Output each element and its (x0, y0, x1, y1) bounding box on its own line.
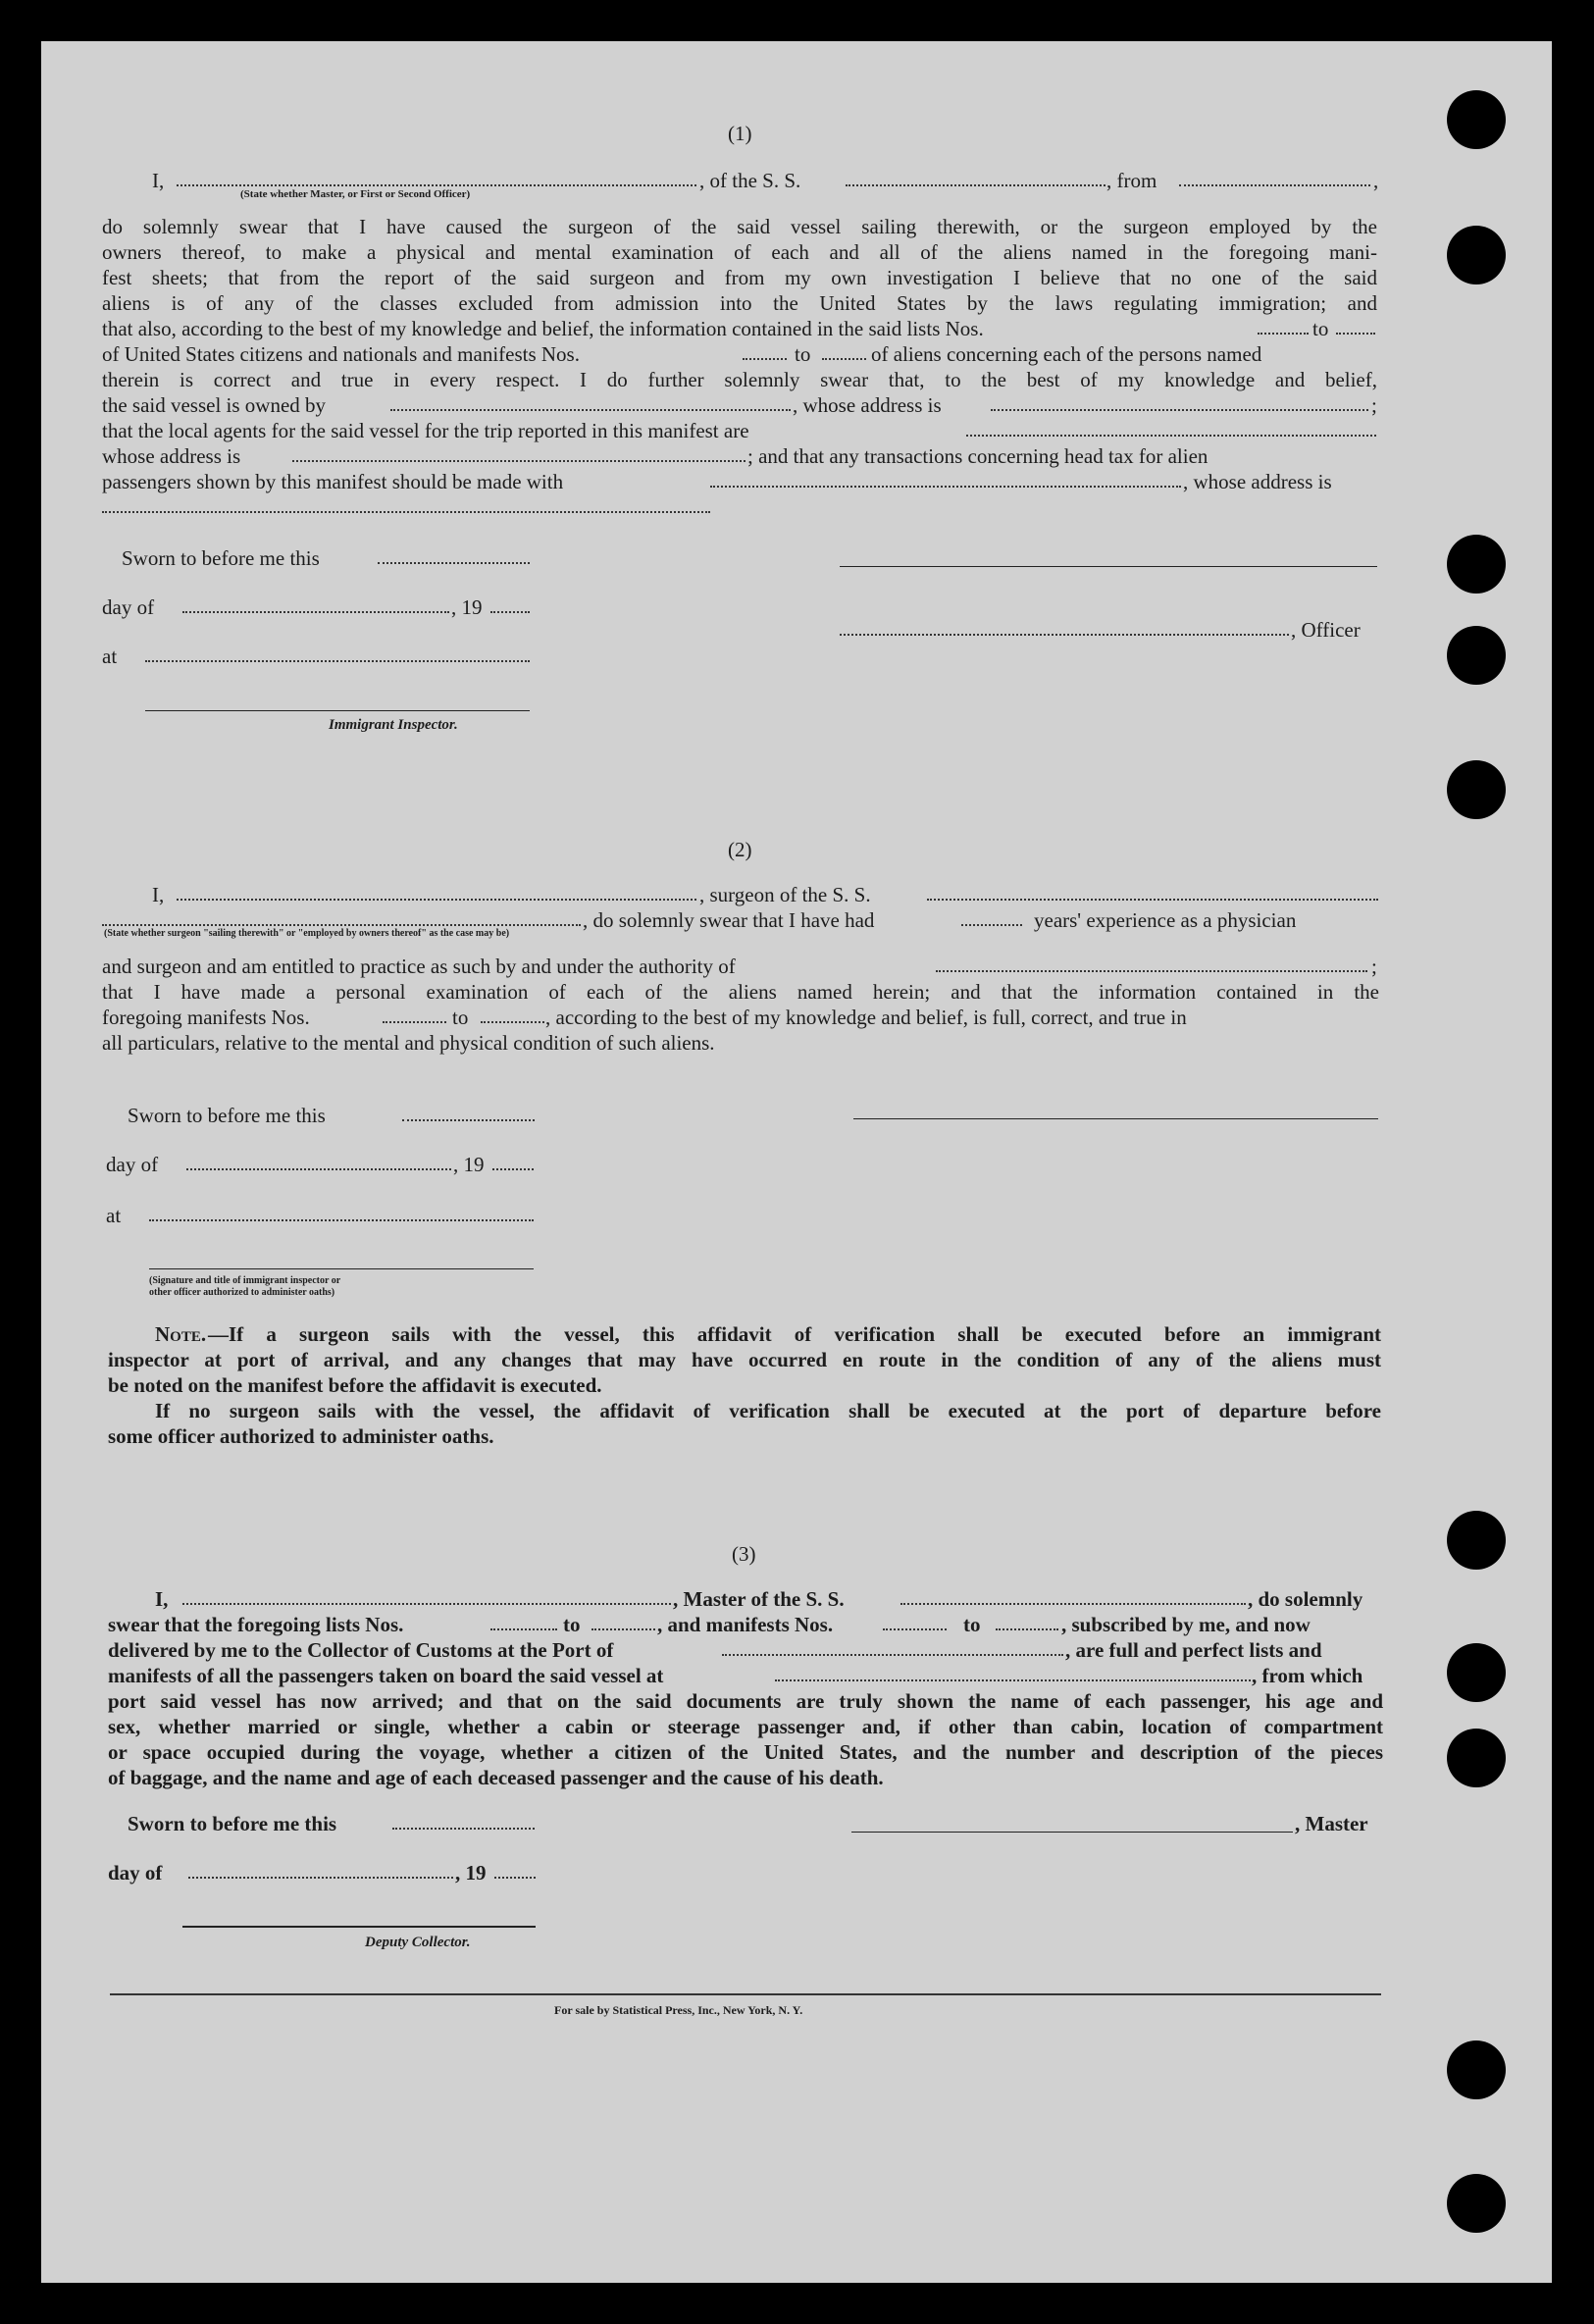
punch-hole (1447, 1643, 1506, 1702)
section-3-line: of baggage, and the name and age of each deceased passenger and the cause of his death. (108, 1766, 884, 1789)
head-tax-address-field[interactable] (102, 511, 710, 513)
at-place-field[interactable] (145, 660, 530, 662)
years-label: years' experience as a physician (1034, 908, 1297, 932)
boarding-port-field[interactable] (775, 1679, 1251, 1681)
section-3-line: manifests of all the passengers taken on board the said vessel at (108, 1664, 664, 1687)
section-1-i-label: I, (152, 169, 165, 192)
master-label: , Master (1295, 1812, 1368, 1835)
master-of-label: , Master of the S. S. (673, 1587, 845, 1611)
punch-hole (1447, 1729, 1506, 1787)
surgeon-hint: (State whether surgeon "sailing therewith" or "employed by owners thereof" as the case may be) (104, 928, 510, 939)
day-of-label: day of (108, 1861, 163, 1885)
s3-lists-to-field[interactable] (591, 1628, 655, 1630)
section-1-number: (1) (728, 122, 752, 145)
footer-rule (110, 1993, 1381, 1995)
section-2-line: that I have made a personal examination of each of the aliens named herein; and that the information contained in the (102, 980, 1379, 1004)
note-line: be noted on the manifest before the affidavit is executed. (108, 1373, 602, 1397)
officer-title-field[interactable] (840, 634, 1289, 636)
punch-hole (1447, 760, 1506, 819)
day-of-field[interactable] (182, 611, 449, 613)
collector-port-field[interactable] (722, 1654, 1063, 1656)
authority-field[interactable] (936, 970, 1367, 972)
from-which-label: , from which (1252, 1664, 1363, 1687)
note-line: some officer authorized to administer oaths. (108, 1424, 494, 1448)
s2-year-field[interactable] (492, 1168, 534, 1170)
note-line: —If a surgeon sails with the vessel, this affidavit of verification shall be executed before an immigrant (208, 1322, 1381, 1346)
punch-hole (1447, 90, 1506, 149)
officer-hint: (State whether Master, or First or Second Officer) (240, 188, 471, 200)
s3-sworn-date-field[interactable] (392, 1828, 535, 1830)
officer-label: , Officer (1291, 618, 1361, 642)
master-signature-line[interactable] (851, 1832, 1293, 1833)
from-port-field[interactable] (1179, 184, 1370, 186)
section-1-line: aliens is of any of the classes excluded from admission into the United States by the laws regulating immigration; and (102, 291, 1377, 315)
whose-address-label: , whose address is (793, 393, 942, 417)
section-3-line: sex, whether married or single, whether a cabin or steerage passenger and, if other than cabin, location of compartment (108, 1715, 1383, 1738)
deputy-label: Deputy Collector. (365, 1935, 471, 1950)
s2-manifests-from-field[interactable] (383, 1021, 446, 1023)
full-perfect-label: , are full and perfect lists and (1065, 1638, 1322, 1662)
manifests-to-field[interactable] (822, 358, 866, 360)
sworn-label: Sworn to before me this (128, 1104, 326, 1127)
surgeon-type-field[interactable] (102, 924, 581, 926)
section-1-line: owners thereof, to make a physical and mental examination of each and all of the aliens named in the foregoing mani- (102, 240, 1377, 264)
signature-hint: (Signature and title of immigrant inspector or (149, 1275, 341, 1286)
section-3-line: delivered by me to the Collector of Customs at the Port of (108, 1638, 614, 1662)
section-1-line: that the local agents for the said vessel for the trip reported in this manifest are (102, 419, 749, 442)
s2-sworn-date-field[interactable] (402, 1119, 535, 1121)
s3-year-field[interactable] (494, 1877, 536, 1879)
owner-address-field[interactable] (991, 409, 1368, 411)
head-tax-party-field[interactable] (710, 486, 1181, 488)
subscribed-label: , subscribed by me, and now (1061, 1613, 1311, 1636)
note-line: inspector at port of arrival, and any changes that may have occurred en route in the condition of any of the aliens must (108, 1348, 1381, 1371)
section-3-line: or space occupied during the voyage, whether a citizen of the United States, and the number and description of the pieces (108, 1740, 1383, 1764)
day-of-label: day of (102, 595, 155, 619)
section-2-number: (2) (728, 838, 752, 861)
s2-day-of-field[interactable] (186, 1168, 451, 1170)
note-label: Note. (155, 1322, 207, 1346)
punch-hole (1447, 226, 1506, 284)
printer-credit: For sale by Statistical Press, Inc., New York, N. Y. (554, 2003, 803, 2017)
section-2-i-label: I, (152, 883, 165, 906)
section-1-line: therein is correct and true in every respect. I do further solemnly swear that, to the best of my knowledge and belief, (102, 368, 1377, 391)
officer-name-field[interactable] (177, 184, 696, 186)
surgeon-name-field[interactable] (177, 899, 696, 901)
signature-hint: other officer authorized to administer oaths) (149, 1287, 335, 1298)
manifests-from-field[interactable] (743, 358, 787, 360)
s3-vessel-field[interactable] (900, 1603, 1246, 1605)
s2-manifests-to-field[interactable] (481, 1021, 544, 1023)
s2-inspector-signature-line[interactable] (149, 1268, 534, 1269)
lists-from-field[interactable] (1258, 333, 1309, 335)
vessel-name-field[interactable] (846, 184, 1106, 186)
inspector-label: Immigrant Inspector. (329, 717, 458, 733)
deputy-signature-line[interactable] (182, 1926, 536, 1928)
section-1-line: the said vessel is owned by (102, 393, 327, 417)
surgeon-signature-line[interactable] (853, 1118, 1378, 1119)
head-tax-label: ; and that any transactions concerning head tax for alien (747, 444, 1208, 468)
section-3-number: (3) (732, 1542, 756, 1566)
day-of-label: day of (106, 1153, 159, 1176)
s3-day-of-field[interactable] (188, 1877, 453, 1879)
to-label: to (1312, 317, 1329, 340)
section-2-line: and surgeon and am entitled to practice as such by and under the authority of (102, 955, 736, 978)
years-field[interactable] (961, 924, 1022, 926)
local-agents-field[interactable] (966, 435, 1376, 437)
s2-at-place-field[interactable] (149, 1219, 534, 1221)
year-label: , 19 (453, 1153, 485, 1176)
punch-hole (1447, 1511, 1506, 1570)
officer-signature-line[interactable] (840, 566, 1377, 567)
punch-hole (1447, 2174, 1506, 2233)
note-line: If no surgeon sails with the vessel, the affidavit of verification shall be executed at the port of departure before (155, 1399, 1381, 1422)
to-label: to (452, 1006, 469, 1029)
section-3-line: port said vessel has now arrived; and that on the said documents are truly shown the name of each passenger, his age and (108, 1689, 1383, 1713)
s3-manifests-to-field[interactable] (996, 1628, 1058, 1630)
to-label: to (963, 1613, 981, 1636)
year-field[interactable] (490, 611, 530, 613)
section-2-line: all particulars, relative to the mental and physical condition of such aliens. (102, 1031, 715, 1055)
section-1-line: do solemnly swear that I have caused the surgeon of the said vessel sailing therewith, or the surgeon employed by the (102, 215, 1377, 238)
surgeon-vessel-field[interactable] (927, 899, 1378, 901)
year-label: , 19 (455, 1861, 487, 1885)
s3-manifests-from-field[interactable] (883, 1628, 947, 1630)
solemnly-label: , do solemnly (1248, 1587, 1363, 1611)
section-1-line: that also, according to the best of my knowledge and belief, the information contained in the said lists Nos. (102, 317, 984, 340)
at-label: at (102, 645, 118, 668)
master-name-field[interactable] (182, 1603, 671, 1605)
agents-address-field[interactable] (292, 460, 746, 462)
section-1-line: of United States citizens and nationals and manifests Nos. (102, 342, 580, 366)
at-label: at (106, 1204, 122, 1227)
inspector-signature-line[interactable] (145, 710, 530, 711)
semicolon: ; (1371, 393, 1377, 417)
owner-field[interactable] (390, 409, 791, 411)
section-1-line: fest sheets; that from the report of the said surgeon and from my own investigation I believe that no one of the said (102, 266, 1377, 289)
section-3-line: swear that the foregoing lists Nos. (108, 1613, 404, 1636)
according-label: , according to the best of my knowledge and belief, is full, correct, and true in (545, 1006, 1187, 1029)
lists-to-field[interactable] (1336, 333, 1375, 335)
sworn-label: Sworn to before me this (122, 546, 320, 570)
section-3-i-label: I, (155, 1587, 169, 1611)
s3-lists-from-field[interactable] (490, 1628, 557, 1630)
to-label: to (563, 1613, 581, 1636)
of-aliens-label: of aliens concerning each of the persons named (871, 342, 1262, 366)
from-label: , from (1106, 169, 1157, 192)
section-1-line: passengers shown by this manifest should be made with (102, 470, 564, 493)
to-label: to (795, 342, 811, 366)
sworn-date-field[interactable] (378, 562, 530, 564)
of-ss-label: , of the S. S. (699, 169, 801, 192)
surgeon-of-label: , surgeon of the S. S. (699, 883, 871, 906)
comma: , (1373, 169, 1379, 192)
punch-hole (1447, 626, 1506, 685)
section-2-line: foregoing manifests Nos. (102, 1006, 310, 1029)
punch-hole (1447, 2040, 1506, 2099)
section-1-line: whose address is (102, 444, 241, 468)
year-label: , 19 (451, 595, 483, 619)
whose-address-label: , whose address is (1183, 470, 1332, 493)
swear-label: , do solemnly swear that I have had (583, 908, 875, 932)
semicolon: ; (1371, 955, 1377, 978)
and-manifests-label: , and manifests Nos. (657, 1613, 834, 1636)
sworn-label: Sworn to before me this (128, 1812, 337, 1835)
punch-hole (1447, 535, 1506, 594)
